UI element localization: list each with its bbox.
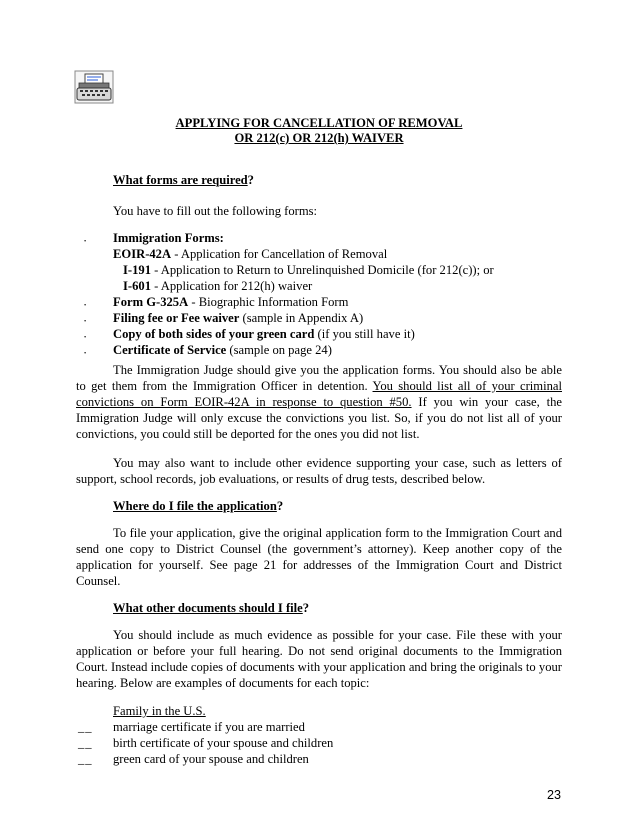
forms-intro: You have to fill out the following forms: — [113, 204, 318, 218]
checkbox-blank: __ — [78, 736, 93, 750]
file-line-3: application for yourself. See page 21 for addresses of the Immigration Court and District — [76, 558, 562, 572]
bullet: · — [83, 298, 88, 312]
para1-line-3: convictions on Form EOIR-42A in response to question #50. If you win your case, the — [76, 395, 562, 409]
checkbox-blank: __ — [78, 720, 93, 734]
family-heading: Family in the U.S. — [113, 704, 206, 718]
g-325a-item: Form G-325A - Biographic Information Form — [113, 295, 349, 309]
i-191-item: I-191 - Application to Return to Unrelinquished Domicile (for 212(c)); or — [123, 263, 494, 277]
i-601-item: I-601 - Application for 212(h) waiver — [123, 279, 313, 293]
para2-line-1: You may also want to include other evidence supporting your case, such as letters of — [113, 456, 562, 470]
checkbox-blank: __ — [78, 752, 93, 766]
bullet: · — [83, 314, 88, 328]
green-card-item: Copy of both sides of your green card (if you still have it) — [113, 327, 415, 341]
bullet: · — [83, 234, 88, 248]
list-item: green card of your spouse and children — [113, 752, 309, 766]
certificate-item: Certificate of Service (sample on page 24) — [113, 343, 332, 357]
forms-heading: What forms are required? — [113, 173, 254, 187]
docs-heading: What other documents should I file? — [113, 601, 310, 615]
bullet: · — [83, 330, 88, 344]
file-heading: Where do I file the application? — [113, 499, 284, 513]
para1-line-5: convictions, you could still be deported for the ones you did not list. — [76, 427, 420, 441]
immigration-forms-label: Immigration Forms: — [113, 231, 224, 245]
typewriter-icon — [74, 70, 114, 104]
docs-line-1: You should include as much evidence as possible for your case. File these with your — [113, 628, 562, 642]
list-item: birth certificate of your spouse and children — [113, 736, 334, 750]
para1-line-1: The Immigration Judge should give you the application forms. You should also be able — [113, 363, 562, 377]
para2-line-2: support, school records, job evaluations, or results of drug tests, described below. — [76, 472, 486, 486]
docs-line-4: hearing. Below are examples of documents for each topic: — [76, 676, 370, 690]
docs-line-2: application or before your full hearing. Do not send original documents to the Immigration — [76, 644, 562, 658]
fee-item: Filing fee or Fee waiver (sample in Appendix A) — [113, 311, 364, 325]
para1-line-4: Immigration Judge will only excuse the convictions you list. So, if you do not list all of your — [76, 411, 562, 425]
page-number: 23 — [546, 788, 561, 802]
eoir-42a-item: EOIR-42A - Application for Cancellation of Removal — [113, 247, 388, 261]
file-line-4: Counsel. — [76, 574, 121, 588]
file-line-1: To file your application, give the original application form to the Immigration Court and — [113, 526, 562, 540]
list-item: marriage certificate if you are married — [113, 720, 305, 734]
bullet: · — [83, 346, 88, 360]
page-title-line-1: APPLYING FOR CANCELLATION OF REMOVAL — [175, 116, 463, 130]
page-title-line-2: OR 212(c) OR 212(h) WAIVER — [234, 131, 404, 145]
para1-line-2: to get them from the Immigration Officer in detention. You should list all of your criminal — [76, 379, 562, 393]
docs-line-3: Court. Instead include copies of documents with your application and bring the originals to your — [76, 660, 562, 674]
file-line-2: send one copy to District Counsel (the government’s attorney). Keep another copy of the — [76, 542, 562, 556]
